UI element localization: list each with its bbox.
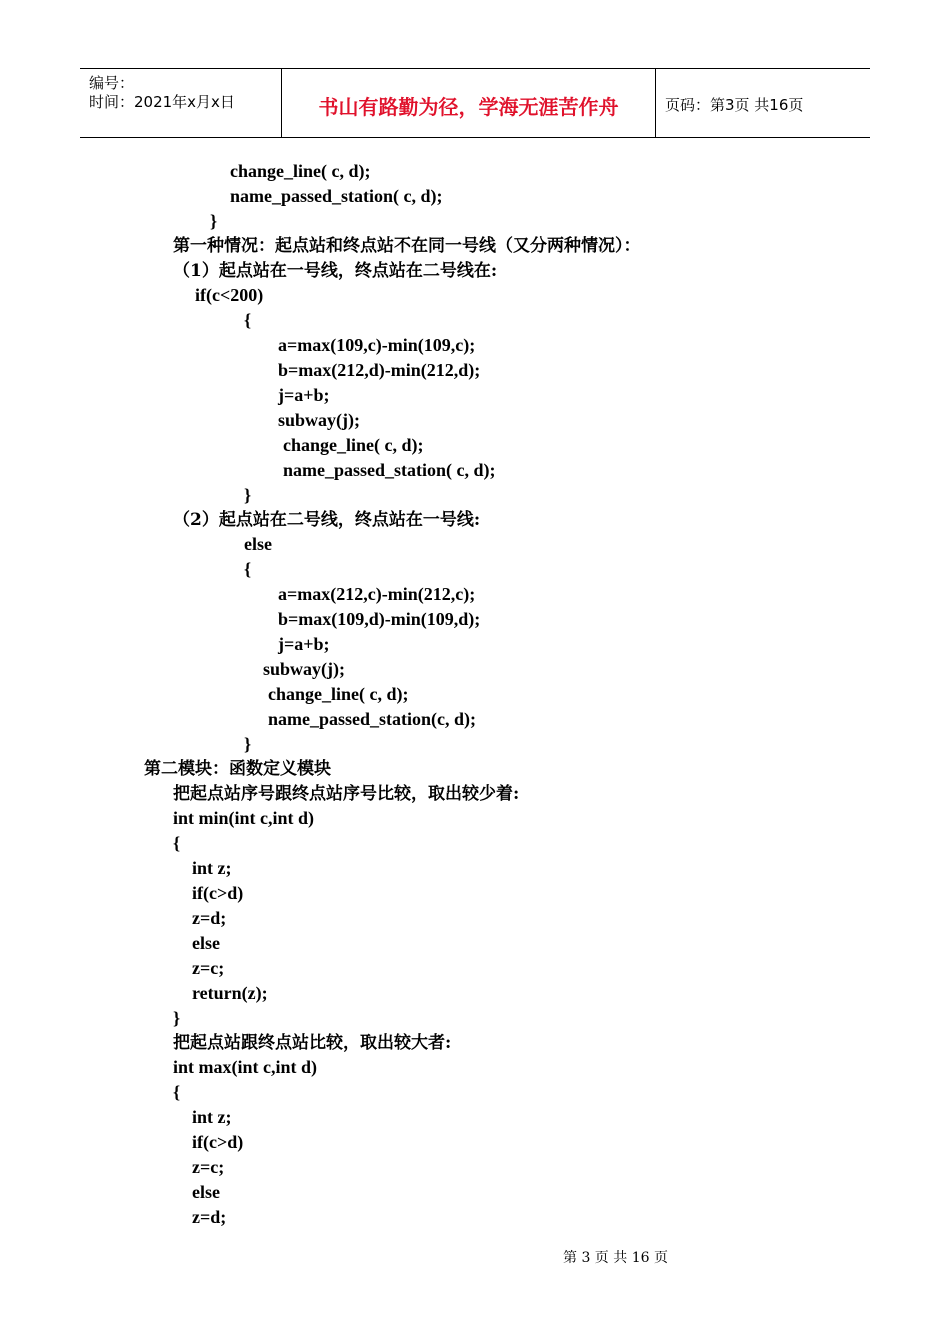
code-line: int z; <box>192 858 232 878</box>
code-line: } <box>244 485 252 505</box>
case-heading: （2）起点站在二号线，终点站在一号线: <box>173 510 481 530</box>
header-motto-cell <box>281 69 656 137</box>
code-line: int min(int c,int d) <box>173 808 315 828</box>
code-line: int z; <box>192 1107 232 1127</box>
code-line: z=c; <box>192 958 225 978</box>
description-text: 把起点站跟终点站比较，取出较大者: <box>173 1033 452 1053</box>
module-heading: 第二模块：函数定义模块 <box>144 759 331 779</box>
code-line: change_line( c, d); <box>268 684 409 704</box>
code-line: name_passed_station( c, d); <box>283 460 496 480</box>
code-line: int max(int c,int d) <box>173 1057 317 1077</box>
code-line: j=a+b; <box>278 385 330 405</box>
code-line: else <box>192 933 220 953</box>
code-line: { <box>244 310 252 330</box>
time-label: 时间：2021年x月x日 <box>89 93 235 111</box>
code-line: return(z); <box>192 983 268 1003</box>
code-line: name_passed_station(c, d); <box>268 709 477 729</box>
code-line: } <box>210 211 218 231</box>
code-line: b=max(212,d)-min(212,d); <box>278 360 481 380</box>
code-line: } <box>173 1008 181 1028</box>
code-line: if(c>d) <box>192 883 244 903</box>
code-line: { <box>244 559 252 579</box>
code-line: change_line( c, d); <box>283 435 424 455</box>
code-line: else <box>192 1182 220 1202</box>
code-line: b=max(109,d)-min(109,d); <box>278 609 481 629</box>
page-header <box>80 68 870 138</box>
code-line: change_line( c, d); <box>230 161 371 181</box>
header-info-cell <box>80 69 281 137</box>
code-line: if(c>d) <box>192 1132 244 1152</box>
motto: 书山有路勤为径，学海无涯苦作舟 <box>318 95 619 119</box>
code-line: subway(j); <box>278 410 361 430</box>
header-page-cell <box>656 69 870 137</box>
code-line: else <box>244 534 272 554</box>
page-footer: 第 3 页 共 16 页 <box>563 1250 668 1266</box>
code-line: { <box>173 1082 181 1102</box>
code-line: z=d; <box>192 1207 227 1227</box>
code-line: a=max(109,c)-min(109,c); <box>278 335 476 355</box>
page-number-label: 页码：第3页 共16页 <box>665 96 804 114</box>
code-line: { <box>173 833 181 853</box>
code-line: z=d; <box>192 908 227 928</box>
case-heading: （1）起点站在一号线，终点站在二号线在: <box>173 261 498 281</box>
code-line: a=max(212,c)-min(212,c); <box>278 584 476 604</box>
code-line: name_passed_station( c, d); <box>230 186 443 206</box>
description-text: 把起点站序号跟终点站序号比较，取出较少着: <box>173 784 520 804</box>
code-line: z=c; <box>192 1157 225 1177</box>
number-label: 编号： <box>89 74 135 92</box>
code-line: j=a+b; <box>278 634 330 654</box>
code-line: } <box>244 734 252 754</box>
code-line: subway(j); <box>263 659 346 679</box>
code-line: if(c<200) <box>195 285 264 305</box>
section-heading: 第一种情况：起点站和终点站不在同一号线（又分两种情况）： <box>173 236 641 256</box>
